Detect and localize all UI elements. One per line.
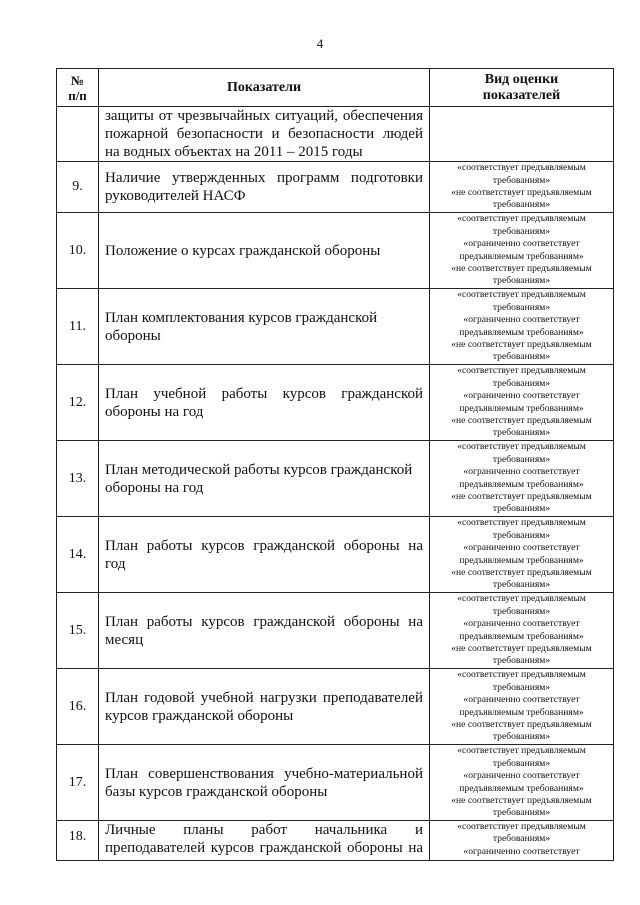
evaluation-line: требованиям»	[492, 377, 551, 389]
table-row	[57, 365, 614, 441]
evaluation-options	[430, 213, 614, 289]
header-evaluation-line1: Вид оценки	[484, 71, 559, 87]
table-row	[57, 213, 614, 289]
header-indicators: Показатели	[99, 69, 430, 107]
indicator-line: руководителей НАСФ	[105, 188, 246, 204]
table-row-continuation	[57, 107, 614, 162]
evaluation-options	[430, 593, 614, 669]
page-number: 4	[316, 36, 324, 51]
evaluation-line: предъявляемым требованиям»	[459, 326, 584, 338]
indicator-line: Положение о курсах гражданской обороны	[105, 242, 381, 259]
evaluation-options	[430, 365, 614, 441]
evaluation-line: требованиям»	[492, 199, 551, 211]
header-evaluation-line2: показателей	[482, 87, 561, 103]
evaluation-line: «не соответствует предъявляемым	[451, 490, 592, 502]
evaluation-line: «не соответствует предъявляемым	[451, 414, 592, 426]
row-number: 11.	[57, 289, 99, 365]
indicator-text	[99, 821, 430, 861]
table-row	[57, 289, 614, 365]
indicator-text	[99, 669, 430, 745]
evaluation-line: предъявляемым требованиям»	[459, 782, 584, 794]
evaluation-line: «ограниченно соответствует	[463, 845, 580, 857]
indicator-line: Наличие утвержденных программ подготовки	[105, 170, 423, 186]
evaluation-line: «соответствует предъявляемым	[457, 162, 586, 174]
indicator-text	[99, 213, 430, 289]
evaluation-line: «соответствует предъявляемым	[457, 365, 586, 377]
indicator-line: защиты от чрезвычайных ситуаций, обеспечения	[105, 108, 423, 124]
evaluation-line: «ограниченно соответствует	[463, 694, 580, 706]
indicator-line: План работы курсов гражданской обороны на	[105, 613, 423, 630]
evaluation-line: «ограниченно соответствует	[463, 238, 580, 250]
evaluation-line: требованиям»	[492, 833, 551, 845]
evaluation-line: «соответствует предъявляемым	[457, 745, 586, 757]
indicators-table	[56, 68, 614, 861]
row-number: 12.	[57, 365, 99, 441]
evaluation-line: «не соответствует предъявляемым	[451, 642, 592, 654]
row-number: 15.	[57, 593, 99, 669]
indicator-text	[99, 745, 430, 821]
evaluation-line: «ограниченно соответствует	[463, 466, 580, 478]
row-number: 18.	[57, 821, 99, 861]
indicator-text	[99, 289, 430, 365]
row-number: 16.	[57, 669, 99, 745]
indicator-line: План годовой учебной нагрузки преподавателей	[105, 689, 423, 706]
indicator-line: на водных объектах на 2011 – 2015 годы	[105, 144, 363, 160]
evaluation-options	[430, 669, 614, 745]
indicator-line: План работы курсов гражданской обороны на	[105, 537, 423, 554]
evaluation-line: предъявляемым требованиям»	[459, 478, 584, 490]
indicator-text	[99, 517, 430, 593]
table-row	[57, 745, 614, 821]
evaluation-line: «ограниченно соответствует	[463, 390, 580, 402]
evaluation-line: «не соответствует предъявляемым	[451, 262, 592, 274]
evaluation-line: предъявляемым требованиям»	[459, 706, 584, 718]
evaluation-line: «не соответствует предъявляемым	[451, 187, 592, 198]
evaluation-options	[430, 441, 614, 517]
indicator-line: обороны на год	[105, 403, 204, 420]
indicator-text	[99, 593, 430, 669]
indicator-line: обороны на год	[105, 479, 204, 496]
indicator-text	[99, 162, 430, 213]
evaluation-line: требованиям»	[492, 579, 551, 591]
evaluation-line: «ограниченно соответствует	[463, 542, 580, 554]
evaluation-line: «соответствует предъявляемым	[457, 669, 586, 681]
evaluation-line: «соответствует предъявляемым	[457, 517, 586, 529]
table-row	[57, 593, 614, 669]
evaluation-line: «не соответствует предъявляемым	[451, 338, 592, 350]
evaluation-cell-empty	[430, 107, 614, 162]
indicator-line: обороны	[105, 327, 161, 344]
evaluation-line: «не соответствует предъявляемым	[451, 718, 592, 730]
evaluation-line: требованиям»	[492, 351, 551, 363]
header-number-line2: п/п	[68, 87, 87, 103]
evaluation-line: требованиям»	[492, 681, 551, 693]
header-number-line1: №	[70, 72, 85, 88]
header-number	[57, 69, 99, 107]
table-row	[57, 162, 614, 213]
evaluation-line: «ограниченно соответствует	[463, 618, 580, 630]
header-evaluation	[430, 69, 614, 107]
evaluation-line: «соответствует предъявляемым	[457, 821, 586, 832]
indicator-line: год	[105, 555, 126, 572]
table-row	[57, 441, 614, 517]
table-row	[57, 669, 614, 745]
indicator-text	[99, 365, 430, 441]
evaluation-line: требованиям»	[492, 529, 551, 541]
indicator-text-continuation	[99, 107, 430, 162]
evaluation-line: требованиям»	[492, 731, 551, 743]
row-number: 17.	[57, 745, 99, 821]
evaluation-line: «соответствует предъявляемым	[457, 441, 586, 453]
evaluation-line: требованиям»	[492, 275, 551, 287]
table-row	[57, 821, 614, 861]
indicator-line: базы курсов гражданской обороны	[105, 783, 328, 800]
evaluation-options	[430, 162, 614, 213]
evaluation-line: «соответствует предъявляемым	[457, 289, 586, 301]
evaluation-line: предъявляемым требованиям»	[459, 250, 584, 262]
evaluation-line: требованиям»	[492, 503, 551, 515]
evaluation-options	[430, 517, 614, 593]
indicator-text	[99, 441, 430, 517]
evaluation-options	[430, 745, 614, 821]
evaluation-options	[430, 821, 614, 861]
indicator-line: преподавателей курсов гражданской обороны на	[105, 840, 423, 856]
evaluation-line: требованиям»	[492, 427, 551, 439]
evaluation-line: «соответствует предъявляемым	[457, 593, 586, 605]
evaluation-line: «соответствует предъявляемым	[457, 213, 586, 225]
evaluation-line: требованиям»	[492, 757, 551, 769]
evaluation-line: «не соответствует предъявляемым	[451, 566, 592, 578]
evaluation-line: требованиям»	[492, 807, 551, 819]
row-number: 13.	[57, 441, 99, 517]
indicator-line: пожарной безопасности и безопасности людей	[105, 126, 423, 142]
evaluation-line: требованиям»	[492, 301, 551, 313]
evaluation-line: «ограниченно соответствует	[463, 770, 580, 782]
indicator-line: План комплектования курсов гражданской	[105, 309, 378, 326]
evaluation-line: предъявляемым требованиям»	[459, 402, 584, 414]
evaluation-line: требованиям»	[492, 225, 551, 237]
evaluation-line: требованиям»	[492, 655, 551, 667]
evaluation-line: предъявляемым требованиям»	[459, 630, 584, 642]
table-row	[57, 517, 614, 593]
indicator-line: План совершенствования учебно-материальной	[105, 765, 423, 782]
evaluation-options	[430, 289, 614, 365]
indicator-line: месяц	[105, 631, 144, 648]
evaluation-line: «не соответствует предъявляемым	[451, 794, 592, 806]
indicator-line: План методической работы курсов гражданской	[105, 461, 413, 478]
indicator-line: План учебной работы курсов гражданской	[105, 385, 423, 402]
row-number: 14.	[57, 517, 99, 593]
indicator-line: Личные планы работ начальника и	[105, 822, 423, 838]
row-number: 9.	[57, 162, 99, 213]
row-number-empty	[57, 107, 99, 162]
row-number: 10.	[57, 213, 99, 289]
evaluation-line: предъявляемым требованиям»	[459, 554, 584, 566]
evaluation-line: требованиям»	[492, 453, 551, 465]
evaluation-line: «ограниченно соответствует	[463, 314, 580, 326]
indicator-line: курсов гражданской обороны	[105, 707, 294, 724]
evaluation-line: требованиям»	[492, 605, 551, 617]
table-header-row	[57, 69, 614, 107]
evaluation-line: требованиям»	[492, 174, 551, 186]
